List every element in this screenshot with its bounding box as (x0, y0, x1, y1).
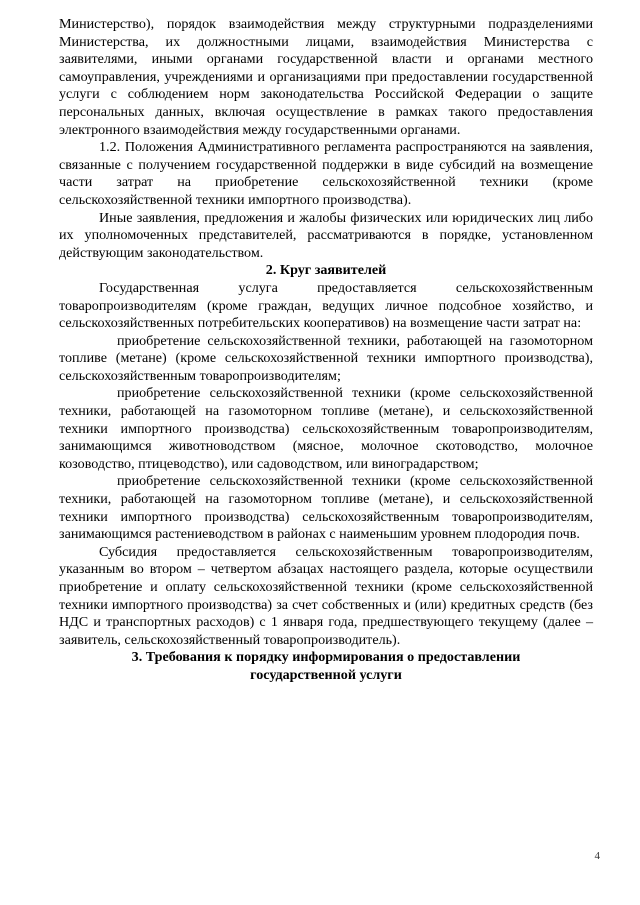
intro-paragraph: Министерство), порядок взаимодействия между структурными подразделениями Министерства, их должностными лицами, взаимодействия Министерства с заявителями, иными органами государственной власти и органами местного самоуправления, учреждениями и организациями при предоставлении государственной услуги с соблюдением норм законодательства Российской Федерации о защите персональных данных, включая осуществление в рамках такого предоставления электронного взаимодействия между государственными органами. (59, 16, 593, 138)
list-item-3: приобретение сельскохозяйственной техники (кроме сельскохозяйственной техники, работающей на газомоторном топливе (метане), и сельскохозяйственной техники импортного производства) сельскохозяйственным товаропроизводителям, занимающимся растениеводством в районах с наименьшим уровнем плодородия почв. (59, 473, 593, 543)
list-item-2: приобретение сельскохозяйственной техники (кроме сельскохозяйственной техники, работающей на газомоторном топливе (метане), и сельскохозяйственной техники импортного производства) сельскохозяйственным товаропроизводителям, занимающимся животноводством (мясное, молочное скотоводство, молочное козоводство, птицеводство), или садоводством, или виноградарством; (59, 385, 593, 472)
document-page (59, 16, 593, 685)
paragraph-subsidy: Субсидия предоставляется сельскохозяйственным товаропроизводителям, указанным во втором – четвертом абзацах настоящего раздела, которые осуществили приобретение и оплату сельскохозяйственной техники (кроме сельскохозяйственной техники импортного производства) за счет собственных и (или) кредитных средств (без НДС и транспортных расходов) с 1 января года, предшествующего текущему (далее – заявитель, сельскохозяйственный товаропроизводитель). (59, 543, 593, 648)
paragraph-other-applications: Иные заявления, предложения и жалобы физических или юридических лиц либо их уполномоченных представителей, рассматриваются в порядке, установленном действующим законодательством. (59, 209, 593, 261)
section-heading-3-line-1: 3. Требования к порядку информирования о предоставлении (131, 649, 521, 666)
section-heading-2: 2. Круг заявителей (265, 262, 387, 279)
section-heading-3-line-2: государственной услуги (250, 666, 402, 683)
page-number: 4 (594, 850, 600, 862)
list-item-1: приобретение сельскохозяйственной техники, работающей на газомоторном топливе (метане) (кроме сельскохозяйственной техники импортного производства), сельскохозяйственным товаропроизводителям; (59, 332, 593, 384)
paragraph-1-2: 1.2. Положения Административного регламента распространяются на заявления, связанные с получением государственной поддержки в виде субсидий на возмещение части затрат на приобретение сельскохозяйственной техники (кроме сельскохозяйственной техники импортного производства). (59, 139, 593, 208)
paragraph-service: Государственная услуга предоставляется сельскохозяйственным товаропроизводителям (кроме граждан, ведущих личное подсобное хозяйство, и сельскохозяйственных потребительских кооперативов) на возмещение части затрат на: (59, 279, 593, 332)
